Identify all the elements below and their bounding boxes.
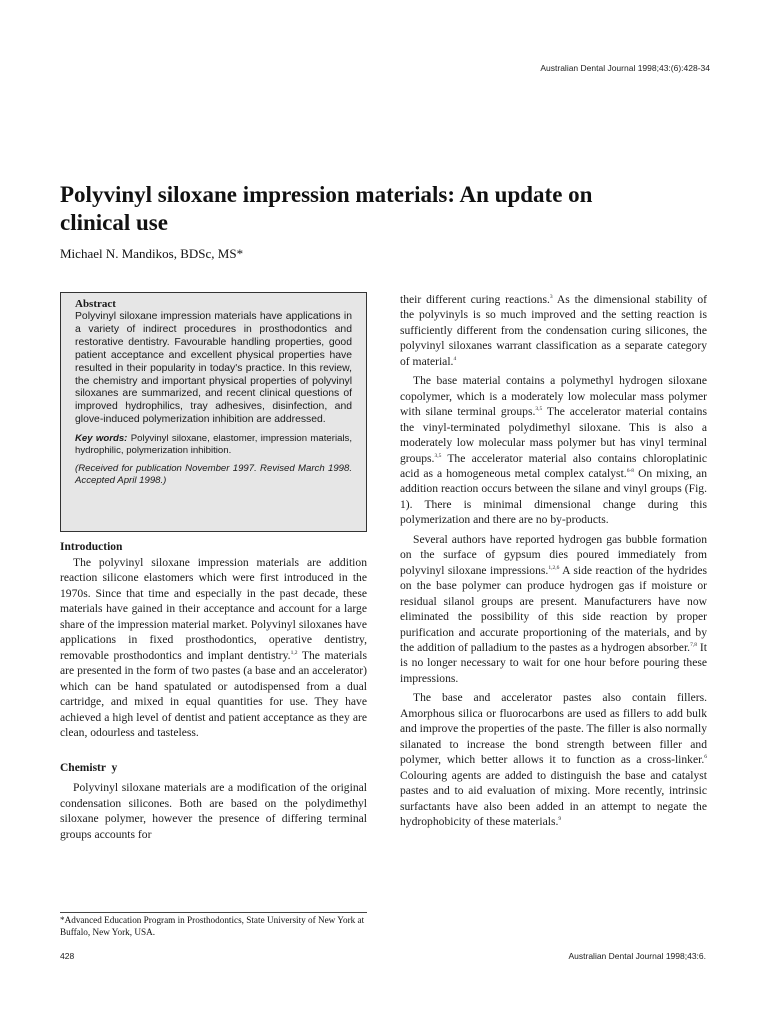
article-title: Polyvinyl siloxane impression materials: An update on clinical use <box>60 182 593 236</box>
right-paragraph-3 <box>400 532 707 687</box>
text-span: It is no longer necessary to wait for one hour before pouring these impressions. <box>400 640 707 685</box>
right-paragraph-1 <box>400 292 707 369</box>
chemistry-paragraph: Polyvinyl siloxane materials are a modification of the original condensation silicones. Both are based on the polydimethyl siloxane polymer, however the presence of differing terminal groups accounts for <box>60 781 367 841</box>
keywords <box>75 433 352 457</box>
text-span: A side reaction of the hydrides on the base polymer can produce hydrogen gas if moisture or residual silanol groups are present. Manufacturers have now eliminated the possibility of this side reaction by proper purification and accurate proportioning of the materials, and by the addition of palladium to the pastes as a hydrogen absorber. <box>400 563 708 654</box>
citation: 9 <box>558 815 562 822</box>
citation: 1,2 <box>290 649 298 656</box>
received-dates: (Received for publication November 1997. Revised March 1998. Accepted April 1998.) <box>75 463 352 487</box>
text-span: The accelerator material also contains chloroplatinic acid as a homogeneous metal complex catalyst. <box>400 451 707 480</box>
right-paragraph-2 <box>400 373 707 528</box>
introduction-heading: Introduction <box>60 541 123 553</box>
introduction-paragraph <box>60 555 367 740</box>
journal-footer: Australian Dental Journal 1998;43:6. <box>568 951 706 961</box>
chemistry-heading: Chemistr y <box>60 762 118 775</box>
citation: 1,2,6 <box>548 564 560 571</box>
right-column <box>400 292 707 833</box>
text-span: The accelerator material contains the vinyl-terminated polydimethyl siloxane. This is also a moderately low molecular mass polymer but has vinyl terminal groups. <box>400 405 707 465</box>
footnote: *Advanced Education Program in Prosthodontics, State University of New York at Buffalo, New York, USA. <box>60 915 365 937</box>
text-span: Several authors have reported hydrogen gas bubble formation on the surface of gypsum dies poured immediately from polyvinyl siloxane impressions. <box>400 532 707 577</box>
citation: 3 <box>549 294 553 300</box>
text-span: their different curing reactions. <box>400 293 550 306</box>
keywords-label: Key words: <box>75 433 128 445</box>
text-span: The base and accelerator pastes also contain fillers. Amorphous silica or fluorocarbons are used as fillers to add bulk and improve the properties of the paste. The filler is also normally silanated to increase the bond strength between filler and polymer, which better allows it to function as a cross-linker. <box>400 691 707 767</box>
abstract-box <box>60 292 367 532</box>
citation: 6 <box>704 754 707 761</box>
intro-text-b: The materials are presented in the form of two pastes (a base and an accelerator) which can be hand spatulated or autodispensed from a dual cartridge, and mixed in equal quantities for use. They have achieved a high level of dentist and patient acceptance as they are clean, odourless and tasteless. <box>60 648 368 739</box>
abstract-text: Polyvinyl siloxane impression materials have applications in a variety of indirect procedures in prosthodontics and restorative dentistry. Favourable handling properties, good patient acceptance and excellent physical properties have resulted in their popularity in today's practice. In this review, the chemistry and important physical properties of polyvinyl siloxanes are summarized, and recent clinical questions of improved hydrophilics, tray adhesives, disinfection, and glove-induced polymerization inhibition are addressed. <box>75 311 352 426</box>
text-span: The base material contains a polymethyl hydrogen siloxane copolymer, which is a moderately low molecular mass polymer with silane terminal groups. <box>400 374 707 419</box>
citation: 3,5 <box>535 406 543 413</box>
keywords-text: Polyvinyl siloxane, elastomer, impression materials, hydrophilic, polymerization inhibition. <box>75 433 353 457</box>
intro-text-a: The polyvinyl siloxane impression materials are addition reaction silicone elastomers which were first introduced in the 1970s. Since that time and especially in the past decade, these materials have gained in their acceptance and account for a large share of the impression material market. Polyvinyl siloxanes have applications in fixed prosthodontics, operative dentistry, removable prosthodontics and implant dentistry. <box>60 556 367 662</box>
abstract-heading: Abstract <box>75 298 116 310</box>
text-span: Colouring agents are added to distinguish the base and catalyst pastes and to aid evaluation of mixing. More recently, intrinsic surfactants have also been added in an attempt to negate the hydrophobicity of these materials. <box>400 768 707 828</box>
author-line: Michael N. Mandikos, BDSc, MS* <box>60 246 244 261</box>
text-span: On mixing, an addition reaction occurs between the silane and vinyl groups (Fig. 1). There is minimal dimensional change during this polymerization and there are no by-products. <box>400 466 707 527</box>
right-paragraph-4 <box>400 690 707 829</box>
footnote-rule <box>60 912 367 913</box>
citation: 3,5 <box>434 452 442 459</box>
journal-header: Australian Dental Journal 1998;43:(6):428-34 <box>540 63 710 73</box>
page-number: 428 <box>60 951 75 961</box>
text-span: As the dimensional stability of the polyvinyls is so much improved and the setting reaction is sufficiently different from the condensation curing silicones, the polyvinyl siloxanes warrant classification as a separate category of material. <box>400 293 707 368</box>
citation: 7,8 <box>690 641 697 648</box>
left-column <box>60 292 367 842</box>
citation: 6-8 <box>626 467 635 474</box>
citation: 4 <box>453 355 457 362</box>
